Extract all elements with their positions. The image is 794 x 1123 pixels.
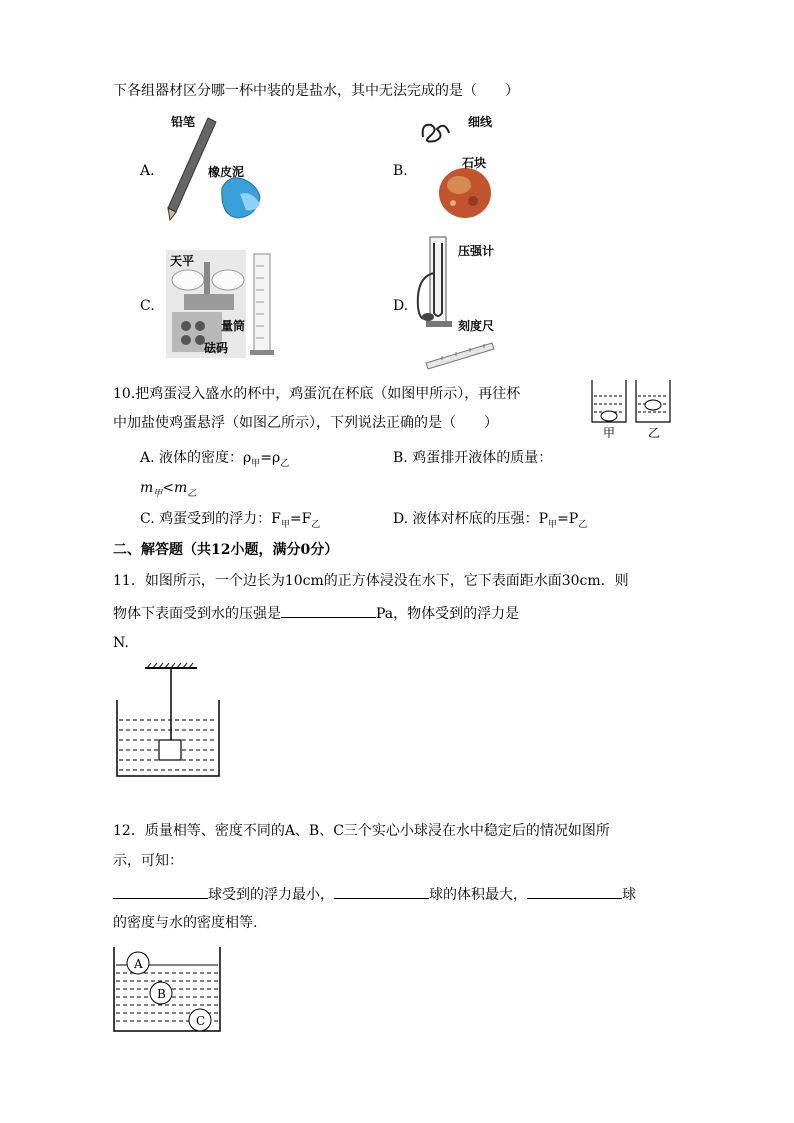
q12-ball-b-label: B — [157, 987, 166, 1001]
q12-ball-a-label: A — [134, 957, 143, 971]
section-2-title: 二、解答题（共12小题，满分0分） — [113, 542, 339, 558]
q12-line2: 示，可知： — [113, 853, 183, 869]
three-balls-in-water-image — [111, 945, 226, 1035]
q10-fig-label-jia: 甲 — [603, 426, 616, 440]
q12-blank-3[interactable] — [527, 884, 622, 899]
q9-b-label-stone: 石块 — [462, 156, 487, 170]
q9-c-label-weights: 砝码 — [204, 341, 229, 355]
q9-c-label-cylinder: 量筒 — [221, 319, 246, 333]
q9-c-label-balance: 天平 — [170, 254, 195, 268]
q10-line2: 中加盐使鸡蛋悬浮（如图乙所示），下列说法正确的是（ ） — [113, 415, 498, 431]
q9-d-label-manometer: 压强计 — [458, 244, 495, 258]
q12-figure — [111, 945, 226, 1035]
q9-option-d-letter[interactable]: D. — [393, 298, 409, 314]
q11-blank-pressure[interactable] — [281, 603, 376, 618]
q11-figure — [113, 660, 223, 780]
q10-option-c[interactable]: C. 鸡蛋受到的浮力：$F_甲=F_乙$ — [140, 511, 321, 530]
q9-d-label-ruler: 刻度尺 — [458, 319, 495, 333]
q12-line4: 的密度与水的密度相等. — [113, 915, 258, 931]
cube-in-water-image — [113, 660, 223, 780]
q12-blank-2[interactable] — [334, 884, 429, 899]
q11-line1: 11．如图所示，一个边长为10cm的正方体浸没在水下，它下表面距水面30cm．则 — [113, 573, 629, 589]
q9-a-label-clay: 橡皮泥 — [208, 165, 245, 179]
q9-option-a-letter[interactable]: A. — [140, 163, 155, 179]
egg-cups-image — [588, 378, 678, 438]
q9-option-c-letter[interactable]: C. — [140, 298, 155, 314]
q12-blank-1[interactable] — [113, 884, 208, 899]
q12-ball-c-label: C — [196, 1014, 206, 1028]
q11-line3: N. — [113, 635, 129, 651]
q10-fig-label-yi: 乙 — [648, 426, 661, 440]
q9-option-b-figure — [415, 115, 505, 225]
q10-line1: 10.把鸡蛋浸入盛水的杯中，鸡蛋沉在杯底（如图甲所示），再往杯 — [113, 386, 521, 402]
q9-option-b-letter[interactable]: B. — [393, 163, 408, 179]
q10-option-a[interactable]: A. 液体的密度：$\rho_甲=\rho_乙$ — [140, 450, 290, 469]
q12-line3: 球受到的浮力最小， 球的体积最大， 球 — [113, 884, 636, 904]
q11-line2: 物体下表面受到水的压强是 Pa，物体受到的浮力是 — [113, 603, 519, 623]
q9-b-label-thread: 细线 — [468, 115, 493, 129]
q10-egg-figure — [588, 378, 678, 438]
q10-option-b-cont: $m_甲<m_乙$ — [140, 480, 197, 499]
q10-option-b[interactable]: B. 鸡蛋排开液体的质量： — [393, 450, 553, 466]
q9-a-label-pencil: 铅笔 — [171, 115, 196, 129]
q10-option-d[interactable]: D. 液体对杯底的压强：$P_甲=P_乙$ — [393, 511, 588, 530]
thread-stone-image — [415, 115, 505, 225]
q9-stem: 下各组器材区分哪一杯中装的是盐水，其中无法完成的是（ ） — [113, 83, 519, 99]
q12-line1: 12．质量相等、密度不同的A、B、C三个实心小球浸在水中稳定后的情况如图所 — [113, 823, 610, 839]
